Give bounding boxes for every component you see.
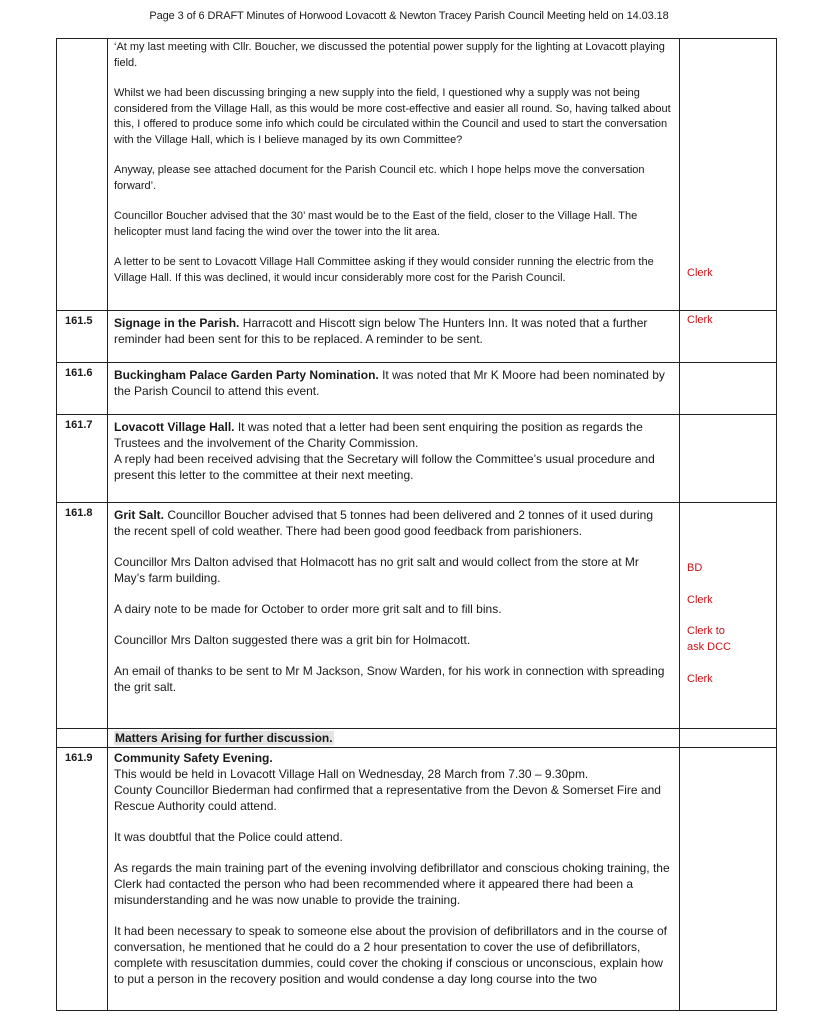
minutes-table [56,38,777,1011]
item-body [108,748,680,1011]
paragraph: ‘At my last meeting with Cllr. Boucher, we discussed the potential power supply for the lighting at Lovacott playing field. [114,41,665,69]
paragraph: An email of thanks to be sent to Mr M Jackson, Snow Warden, for his work in connection with spreading the grit salt. [114,664,665,694]
table-row [57,748,777,1011]
action-label: Clerk [687,673,713,685]
item-text: Harracott and Hiscott sign below The Hunters Inn. It was noted that a further reminder had been sent for this to be replaced. A reminder to be sent. [114,316,648,346]
action-cell [680,729,777,748]
action-cell [680,363,777,415]
paragraph: Whilst we had been discussing bringing a new supply into the field, I questioned why a supply was not being considered from the Village Hall, as this would be more cost-effective and easier all round. So, having talked about this, I offered to produce some info which could be circulated within the Council and used to start the conversation with the Village Hall, which is I believe managed by its own Committee? [114,87,671,146]
action-cell [680,503,777,729]
action-label: Clerk to [687,625,725,637]
item-number: 161.9 [57,748,108,1011]
item-text: A reply had been received advising that the Secretary will follow the Committee’s usual procedure and present this letter to the committee at their next meeting. [114,452,655,482]
action-label: ask DCC [687,641,732,653]
item-number: 161.8 [57,503,108,729]
table-row [57,729,777,748]
table-row [57,503,777,729]
section-heading: Matters Arising for further discussion. [115,731,333,745]
item-body [108,311,680,363]
action-cell [680,415,777,503]
action-cell [680,39,777,311]
action-cell [680,311,777,363]
paragraph: It was doubtful that the Police could attend. [114,830,343,844]
item-number: 161.7 [57,415,108,503]
paragraph: It had been necessary to speak to someone else about the provision of defibrillators and in the course of conversation, he mentioned that he could do a 2 hour presentation to cover the use of defibrillators, complete with resuscitation dummies, could cover the choking if conscious or unconscious, explain how to put a person in the recovery position and would condense a day long course into the two [114,924,668,986]
paragraph: Councillor Mrs Dalton suggested there was a grit bin for Holmacott. [114,633,471,647]
item-heading: Signage in the Parish. [114,316,240,330]
item-number [57,729,108,748]
action-label: Clerk [687,267,713,279]
item-text: It was noted that a letter had been sent enquiring the position as regards the Trustees and the involvement of the Charity Commission. [114,420,643,450]
table-row [57,415,777,503]
paragraph: A letter to be sent to Lovacott Village Hall Committee asking if they would consider running the electric from the Village Hall. If this was declined, it would incur considerably more cost for the Parish Council. [114,256,654,284]
paragraph: As regards the main training part of the evening involving defibrillator and conscious choking training, the Clerk had contacted the person who had been recommended where it appeared there had been a misunderstanding and he was now unable to provide the training. [114,861,670,907]
action-label: Clerk [687,594,713,606]
action-cell [680,748,777,1011]
item-text: It was noted that Mr K Moore had been nominated by the Parish Council to attend this event. [114,368,665,398]
paragraph: A dairy note to be made for October to order more grit salt and to fill bins. [114,602,502,616]
item-body [108,503,680,729]
action-label: Clerk [687,314,713,326]
item-body [108,729,680,748]
item-heading: Buckingham Palace Garden Party Nomination. [114,368,379,382]
item-heading: Community Safety Evening. [114,751,273,765]
table-row [57,311,777,363]
paragraph: Anyway, please see attached document for the Parish Council etc. which I hope helps move the conversation forward’. [114,164,645,192]
item-text: This would be held in Lovacott Village Hall on Wednesday, 28 March from 7.30 – 9.30pm. [114,767,589,781]
item-heading: Grit Salt. [114,508,165,522]
paragraph: Councillor Mrs Dalton advised that Holmacott has no grit salt and would collect from the store at Mr May’s farm building. [114,555,639,585]
item-body [108,39,680,311]
item-text: County Councillor Biederman had confirmed that a representative from the Devon & Somerset Fire and Rescue Authority could attend. [114,783,661,813]
item-number: 161.6 [57,363,108,415]
table-row [57,363,777,415]
item-number: 161.5 [57,311,108,363]
item-body [108,363,680,415]
page-header: Page 3 of 6 DRAFT Minutes of Horwood Lovacott & Newton Tracey Parish Council Meeting held on 14.03.18 [149,10,669,22]
item-number [57,39,108,311]
item-heading: Lovacott Village Hall. [114,420,235,434]
item-body [108,415,680,503]
paragraph: Councillor Boucher advised that the 30’ mast would be to the East of the field, closer to the Village Hall. The helicopter must land facing the wind over the tower into the lit area. [114,210,638,238]
action-label: BD [687,562,703,574]
item-text: Councillor Boucher advised that 5 tonnes had been delivered and 2 tonnes of it used during the recent spell of cold weather. There had been good good feedback from parishioners. [114,508,654,538]
table-row [57,39,777,311]
